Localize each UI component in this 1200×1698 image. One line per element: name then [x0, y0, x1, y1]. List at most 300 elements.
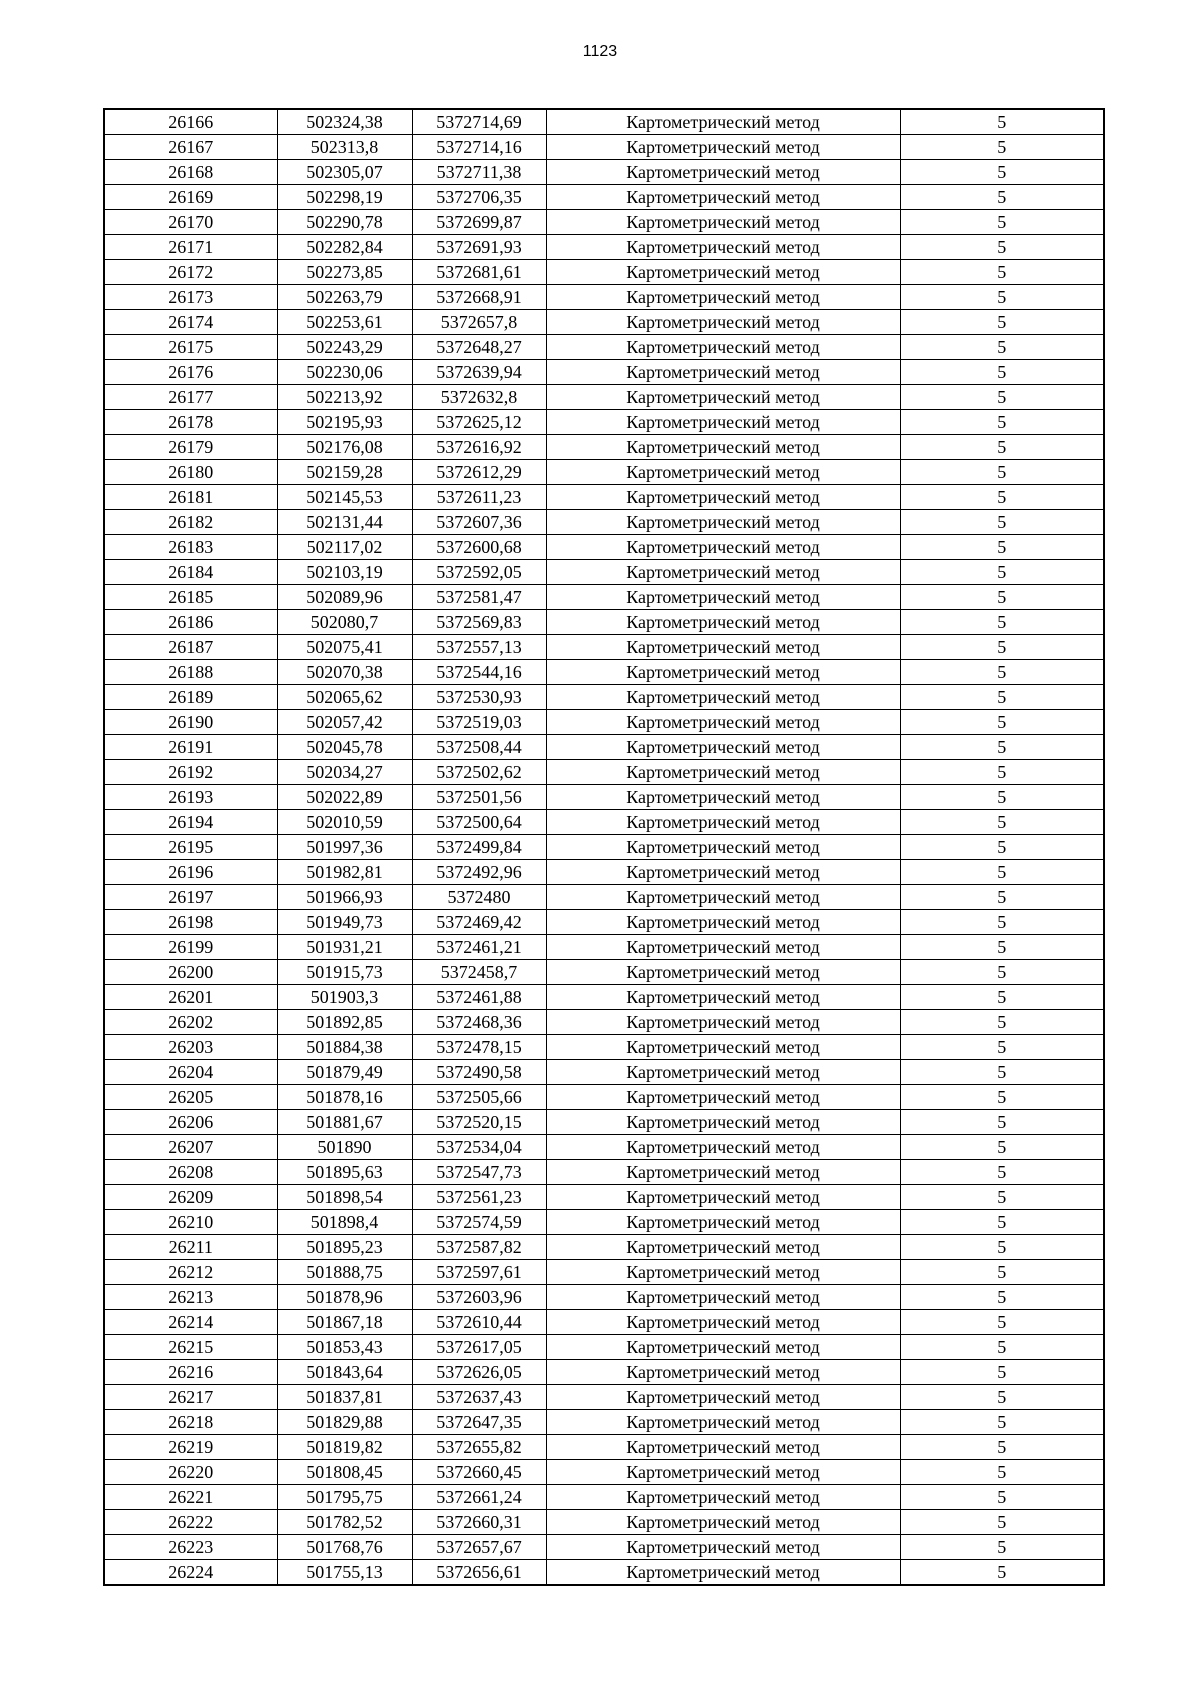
- y-coordinate-cell: 5372648,27: [412, 335, 546, 360]
- point-number-cell: 26184: [104, 560, 277, 585]
- table-row: [104, 1460, 1104, 1485]
- method-cell: Картометрический метод: [546, 285, 900, 310]
- x-coordinate-cell: 501949,73: [277, 910, 412, 935]
- method-cell: Картометрический метод: [546, 535, 900, 560]
- accuracy-cell: 5: [900, 660, 1104, 685]
- table-row: [104, 310, 1104, 335]
- table-row: [104, 435, 1104, 460]
- point-number-cell: 26201: [104, 985, 277, 1010]
- accuracy-cell: 5: [900, 1060, 1104, 1085]
- point-number-cell: 26193: [104, 785, 277, 810]
- table-row: [104, 610, 1104, 635]
- y-coordinate-cell: 5372469,42: [412, 910, 546, 935]
- point-number-cell: 26186: [104, 610, 277, 635]
- x-coordinate-cell: 501898,54: [277, 1185, 412, 1210]
- point-number-cell: 26222: [104, 1510, 277, 1535]
- point-number-cell: 26171: [104, 235, 277, 260]
- table-row: [104, 510, 1104, 535]
- accuracy-cell: 5: [900, 1310, 1104, 1335]
- y-coordinate-cell: 5372544,16: [412, 660, 546, 685]
- point-number-cell: 26180: [104, 460, 277, 485]
- point-number-cell: 26181: [104, 485, 277, 510]
- table-row: [104, 660, 1104, 685]
- point-number-cell: 26209: [104, 1185, 277, 1210]
- x-coordinate-cell: 501898,4: [277, 1210, 412, 1235]
- point-number-cell: 26169: [104, 185, 277, 210]
- x-coordinate-cell: 502045,78: [277, 735, 412, 760]
- y-coordinate-cell: 5372626,05: [412, 1360, 546, 1385]
- accuracy-cell: 5: [900, 1335, 1104, 1360]
- table-row: [104, 735, 1104, 760]
- y-coordinate-cell: 5372639,94: [412, 360, 546, 385]
- y-coordinate-cell: 5372534,04: [412, 1135, 546, 1160]
- point-number-cell: 26176: [104, 360, 277, 385]
- point-number-cell: 26175: [104, 335, 277, 360]
- accuracy-cell: 5: [900, 1035, 1104, 1060]
- y-coordinate-cell: 5372500,64: [412, 810, 546, 835]
- table-row: [104, 185, 1104, 210]
- accuracy-cell: 5: [900, 1410, 1104, 1435]
- method-cell: Картометрический метод: [546, 985, 900, 1010]
- method-cell: Картометрический метод: [546, 735, 900, 760]
- x-coordinate-cell: 501755,13: [277, 1560, 412, 1586]
- x-coordinate-cell: 501837,81: [277, 1385, 412, 1410]
- accuracy-cell: 5: [900, 735, 1104, 760]
- table-row: [104, 960, 1104, 985]
- y-coordinate-cell: 5372587,82: [412, 1235, 546, 1260]
- point-number-cell: 26224: [104, 1560, 277, 1586]
- y-coordinate-cell: 5372502,62: [412, 760, 546, 785]
- accuracy-cell: 5: [900, 560, 1104, 585]
- accuracy-cell: 5: [900, 585, 1104, 610]
- x-coordinate-cell: 502243,29: [277, 335, 412, 360]
- y-coordinate-cell: 5372611,23: [412, 485, 546, 510]
- y-coordinate-cell: 5372458,7: [412, 960, 546, 985]
- accuracy-cell: 5: [900, 160, 1104, 185]
- method-cell: Картометрический метод: [546, 1085, 900, 1110]
- table-row: [104, 1185, 1104, 1210]
- y-coordinate-cell: 5372480: [412, 885, 546, 910]
- method-cell: Картометрический метод: [546, 385, 900, 410]
- point-number-cell: 26212: [104, 1260, 277, 1285]
- method-cell: Картометрический метод: [546, 685, 900, 710]
- table-row: [104, 410, 1104, 435]
- x-coordinate-cell: 501915,73: [277, 960, 412, 985]
- method-cell: Картометрический метод: [546, 660, 900, 685]
- method-cell: Картометрический метод: [546, 960, 900, 985]
- table-row: [104, 1085, 1104, 1110]
- point-number-cell: 26211: [104, 1235, 277, 1260]
- y-coordinate-cell: 5372561,23: [412, 1185, 546, 1210]
- point-number-cell: 26172: [104, 260, 277, 285]
- x-coordinate-cell: 502075,41: [277, 635, 412, 660]
- y-coordinate-cell: 5372656,61: [412, 1560, 546, 1586]
- table-row: [104, 1235, 1104, 1260]
- accuracy-cell: 5: [900, 460, 1104, 485]
- x-coordinate-cell: 501795,75: [277, 1485, 412, 1510]
- x-coordinate-cell: 501853,43: [277, 1335, 412, 1360]
- point-number-cell: 26198: [104, 910, 277, 935]
- point-number-cell: 26204: [104, 1060, 277, 1085]
- point-number-cell: 26185: [104, 585, 277, 610]
- table-row: [104, 560, 1104, 585]
- y-coordinate-cell: 5372499,84: [412, 835, 546, 860]
- y-coordinate-cell: 5372508,44: [412, 735, 546, 760]
- point-number-cell: 26166: [104, 109, 277, 135]
- method-cell: Картометрический метод: [546, 410, 900, 435]
- method-cell: Картометрический метод: [546, 785, 900, 810]
- table-row: [104, 785, 1104, 810]
- y-coordinate-cell: 5372714,69: [412, 109, 546, 135]
- x-coordinate-cell: 501878,16: [277, 1085, 412, 1110]
- accuracy-cell: 5: [900, 910, 1104, 935]
- x-coordinate-cell: 502324,38: [277, 109, 412, 135]
- table-row: [104, 1335, 1104, 1360]
- accuracy-cell: 5: [900, 860, 1104, 885]
- y-coordinate-cell: 5372616,92: [412, 435, 546, 460]
- x-coordinate-cell: 501867,18: [277, 1310, 412, 1335]
- method-cell: Картометрический метод: [546, 1110, 900, 1135]
- x-coordinate-cell: 501895,63: [277, 1160, 412, 1185]
- y-coordinate-cell: 5372478,15: [412, 1035, 546, 1060]
- table-row: [104, 1060, 1104, 1085]
- y-coordinate-cell: 5372657,67: [412, 1535, 546, 1560]
- x-coordinate-cell: 501881,67: [277, 1110, 412, 1135]
- table-row: [104, 685, 1104, 710]
- accuracy-cell: 5: [900, 1485, 1104, 1510]
- x-coordinate-cell: 502253,61: [277, 310, 412, 335]
- x-coordinate-cell: 502145,53: [277, 485, 412, 510]
- x-coordinate-cell: 501888,75: [277, 1260, 412, 1285]
- method-cell: Картометрический метод: [546, 310, 900, 335]
- point-number-cell: 26206: [104, 1110, 277, 1135]
- method-cell: Картометрический метод: [546, 1460, 900, 1485]
- y-coordinate-cell: 5372655,82: [412, 1435, 546, 1460]
- x-coordinate-cell: 501997,36: [277, 835, 412, 860]
- y-coordinate-cell: 5372706,35: [412, 185, 546, 210]
- table-row: [104, 160, 1104, 185]
- y-coordinate-cell: 5372574,59: [412, 1210, 546, 1235]
- point-number-cell: 26194: [104, 810, 277, 835]
- y-coordinate-cell: 5372547,73: [412, 1160, 546, 1185]
- y-coordinate-cell: 5372519,03: [412, 710, 546, 735]
- method-cell: Картометрический метод: [546, 1335, 900, 1360]
- method-cell: Картометрический метод: [546, 1010, 900, 1035]
- x-coordinate-cell: 502230,06: [277, 360, 412, 385]
- point-number-cell: 26170: [104, 210, 277, 235]
- x-coordinate-cell: 501966,93: [277, 885, 412, 910]
- y-coordinate-cell: 5372647,35: [412, 1410, 546, 1435]
- accuracy-cell: 5: [900, 535, 1104, 560]
- x-coordinate-cell: 501768,76: [277, 1535, 412, 1560]
- table-row: [104, 1035, 1104, 1060]
- accuracy-cell: 5: [900, 1160, 1104, 1185]
- y-coordinate-cell: 5372468,36: [412, 1010, 546, 1035]
- table-row: [104, 1110, 1104, 1135]
- y-coordinate-cell: 5372699,87: [412, 210, 546, 235]
- table-row: [104, 935, 1104, 960]
- x-coordinate-cell: 502305,07: [277, 160, 412, 185]
- method-cell: Картометрический метод: [546, 1360, 900, 1385]
- accuracy-cell: 5: [900, 635, 1104, 660]
- table-row: [104, 1360, 1104, 1385]
- y-coordinate-cell: 5372691,93: [412, 235, 546, 260]
- point-number-cell: 26179: [104, 435, 277, 460]
- table-row: [104, 1310, 1104, 1335]
- method-cell: Картометрический метод: [546, 1060, 900, 1085]
- x-coordinate-cell: 501829,88: [277, 1410, 412, 1435]
- point-number-cell: 26187: [104, 635, 277, 660]
- x-coordinate-cell: 502065,62: [277, 685, 412, 710]
- table-row: [104, 535, 1104, 560]
- method-cell: Картометрический метод: [546, 1285, 900, 1310]
- accuracy-cell: 5: [900, 260, 1104, 285]
- y-coordinate-cell: 5372660,31: [412, 1510, 546, 1535]
- y-coordinate-cell: 5372681,61: [412, 260, 546, 285]
- method-cell: Картометрический метод: [546, 210, 900, 235]
- x-coordinate-cell: 501982,81: [277, 860, 412, 885]
- table-row: [104, 1385, 1104, 1410]
- x-coordinate-cell: 502213,92: [277, 385, 412, 410]
- method-cell: Картометрический метод: [546, 435, 900, 460]
- point-number-cell: 26216: [104, 1360, 277, 1385]
- point-number-cell: 26195: [104, 835, 277, 860]
- method-cell: Картометрический метод: [546, 810, 900, 835]
- x-coordinate-cell: 501892,85: [277, 1010, 412, 1035]
- method-cell: Картометрический метод: [546, 1560, 900, 1586]
- method-cell: Картометрический метод: [546, 1310, 900, 1335]
- table-row: [104, 1285, 1104, 1310]
- method-cell: Картометрический метод: [546, 1410, 900, 1435]
- accuracy-cell: 5: [900, 510, 1104, 535]
- method-cell: Картометрический метод: [546, 885, 900, 910]
- point-number-cell: 26221: [104, 1485, 277, 1510]
- point-number-cell: 26197: [104, 885, 277, 910]
- accuracy-cell: 5: [900, 810, 1104, 835]
- x-coordinate-cell: 502080,7: [277, 610, 412, 635]
- accuracy-cell: 5: [900, 1510, 1104, 1535]
- table-row: [104, 760, 1104, 785]
- accuracy-cell: 5: [900, 985, 1104, 1010]
- method-cell: Картометрический метод: [546, 635, 900, 660]
- x-coordinate-cell: 501884,38: [277, 1035, 412, 1060]
- x-coordinate-cell: 501931,21: [277, 935, 412, 960]
- table-row: [104, 1510, 1104, 1535]
- table-row: [104, 260, 1104, 285]
- method-cell: Картометрический метод: [546, 185, 900, 210]
- table-row: [104, 335, 1104, 360]
- table-row: [104, 1210, 1104, 1235]
- method-cell: Картометрический метод: [546, 235, 900, 260]
- point-number-cell: 26199: [104, 935, 277, 960]
- method-cell: Картометрический метод: [546, 1260, 900, 1285]
- x-coordinate-cell: 502103,19: [277, 560, 412, 585]
- point-number-cell: 26203: [104, 1035, 277, 1060]
- y-coordinate-cell: 5372607,36: [412, 510, 546, 535]
- table-row: [104, 385, 1104, 410]
- x-coordinate-cell: 501895,23: [277, 1235, 412, 1260]
- table-row: [104, 1560, 1104, 1586]
- coordinates-table: [103, 108, 1105, 1586]
- method-cell: Картометрический метод: [546, 460, 900, 485]
- table-row: [104, 485, 1104, 510]
- accuracy-cell: 5: [900, 1435, 1104, 1460]
- y-coordinate-cell: 5372461,88: [412, 985, 546, 1010]
- point-number-cell: 26189: [104, 685, 277, 710]
- method-cell: Картометрический метод: [546, 610, 900, 635]
- accuracy-cell: 5: [900, 610, 1104, 635]
- accuracy-cell: 5: [900, 1235, 1104, 1260]
- y-coordinate-cell: 5372600,68: [412, 535, 546, 560]
- coordinates-table-body: [104, 109, 1104, 1585]
- y-coordinate-cell: 5372711,38: [412, 160, 546, 185]
- point-number-cell: 26177: [104, 385, 277, 410]
- x-coordinate-cell: 501808,45: [277, 1460, 412, 1485]
- y-coordinate-cell: 5372557,13: [412, 635, 546, 660]
- accuracy-cell: 5: [900, 210, 1104, 235]
- point-number-cell: 26192: [104, 760, 277, 785]
- accuracy-cell: 5: [900, 1110, 1104, 1135]
- accuracy-cell: 5: [900, 1185, 1104, 1210]
- table-row: [104, 810, 1104, 835]
- method-cell: Картометрический метод: [546, 360, 900, 385]
- y-coordinate-cell: 5372632,8: [412, 385, 546, 410]
- point-number-cell: 26207: [104, 1135, 277, 1160]
- point-number-cell: 26202: [104, 1010, 277, 1035]
- point-number-cell: 26167: [104, 135, 277, 160]
- accuracy-cell: 5: [900, 760, 1104, 785]
- x-coordinate-cell: 502022,89: [277, 785, 412, 810]
- x-coordinate-cell: 502117,02: [277, 535, 412, 560]
- x-coordinate-cell: 501878,96: [277, 1285, 412, 1310]
- point-number-cell: 26223: [104, 1535, 277, 1560]
- point-number-cell: 26188: [104, 660, 277, 685]
- accuracy-cell: 5: [900, 135, 1104, 160]
- method-cell: Картометрический метод: [546, 835, 900, 860]
- x-coordinate-cell: 502089,96: [277, 585, 412, 610]
- x-coordinate-cell: 502195,93: [277, 410, 412, 435]
- method-cell: Картометрический метод: [546, 1185, 900, 1210]
- x-coordinate-cell: 502131,44: [277, 510, 412, 535]
- x-coordinate-cell: 501819,82: [277, 1435, 412, 1460]
- point-number-cell: 26217: [104, 1385, 277, 1410]
- accuracy-cell: 5: [900, 285, 1104, 310]
- y-coordinate-cell: 5372657,8: [412, 310, 546, 335]
- table-row: [104, 585, 1104, 610]
- point-number-cell: 26183: [104, 535, 277, 560]
- method-cell: Картометрический метод: [546, 485, 900, 510]
- accuracy-cell: 5: [900, 185, 1104, 210]
- y-coordinate-cell: 5372501,56: [412, 785, 546, 810]
- method-cell: Картометрический метод: [546, 1485, 900, 1510]
- accuracy-cell: 5: [900, 1560, 1104, 1586]
- method-cell: Картометрический метод: [546, 935, 900, 960]
- method-cell: Картометрический метод: [546, 1435, 900, 1460]
- x-coordinate-cell: 501903,3: [277, 985, 412, 1010]
- y-coordinate-cell: 5372603,96: [412, 1285, 546, 1310]
- accuracy-cell: 5: [900, 1135, 1104, 1160]
- x-coordinate-cell: 502070,38: [277, 660, 412, 685]
- accuracy-cell: 5: [900, 385, 1104, 410]
- table-row: [104, 985, 1104, 1010]
- method-cell: Картометрический метод: [546, 1035, 900, 1060]
- point-number-cell: 26191: [104, 735, 277, 760]
- point-number-cell: 26168: [104, 160, 277, 185]
- point-number-cell: 26210: [104, 1210, 277, 1235]
- x-coordinate-cell: 501890: [277, 1135, 412, 1160]
- x-coordinate-cell: 502290,78: [277, 210, 412, 235]
- y-coordinate-cell: 5372461,21: [412, 935, 546, 960]
- y-coordinate-cell: 5372625,12: [412, 410, 546, 435]
- x-coordinate-cell: 502057,42: [277, 710, 412, 735]
- x-coordinate-cell: 502298,19: [277, 185, 412, 210]
- x-coordinate-cell: 502010,59: [277, 810, 412, 835]
- table-row: [104, 885, 1104, 910]
- point-number-cell: 26200: [104, 960, 277, 985]
- table-row: [104, 285, 1104, 310]
- point-number-cell: 26173: [104, 285, 277, 310]
- x-coordinate-cell: 501879,49: [277, 1060, 412, 1085]
- point-number-cell: 26215: [104, 1335, 277, 1360]
- table-row: [104, 910, 1104, 935]
- method-cell: Картометрический метод: [546, 260, 900, 285]
- table-row: [104, 1135, 1104, 1160]
- y-coordinate-cell: 5372490,58: [412, 1060, 546, 1085]
- accuracy-cell: 5: [900, 685, 1104, 710]
- accuracy-cell: 5: [900, 485, 1104, 510]
- table-row: [104, 109, 1104, 135]
- y-coordinate-cell: 5372637,43: [412, 1385, 546, 1410]
- method-cell: Картометрический метод: [546, 860, 900, 885]
- accuracy-cell: 5: [900, 785, 1104, 810]
- accuracy-cell: 5: [900, 1360, 1104, 1385]
- table-row: [104, 1010, 1104, 1035]
- accuracy-cell: 5: [900, 360, 1104, 385]
- y-coordinate-cell: 5372592,05: [412, 560, 546, 585]
- table-row: [104, 460, 1104, 485]
- table-row: [104, 210, 1104, 235]
- point-number-cell: 26190: [104, 710, 277, 735]
- accuracy-cell: 5: [900, 960, 1104, 985]
- table-row: [104, 1485, 1104, 1510]
- page-number: 1123: [582, 43, 618, 60]
- y-coordinate-cell: 5372612,29: [412, 460, 546, 485]
- method-cell: Картометрический метод: [546, 1510, 900, 1535]
- table-row: [104, 1260, 1104, 1285]
- y-coordinate-cell: 5372714,16: [412, 135, 546, 160]
- point-number-cell: 26220: [104, 1460, 277, 1485]
- y-coordinate-cell: 5372597,61: [412, 1260, 546, 1285]
- point-number-cell: 26208: [104, 1160, 277, 1185]
- accuracy-cell: 5: [900, 885, 1104, 910]
- x-coordinate-cell: 502034,27: [277, 760, 412, 785]
- accuracy-cell: 5: [900, 1210, 1104, 1235]
- y-coordinate-cell: 5372610,44: [412, 1310, 546, 1335]
- table-row: [104, 135, 1104, 160]
- accuracy-cell: 5: [900, 109, 1104, 135]
- y-coordinate-cell: 5372617,05: [412, 1335, 546, 1360]
- point-number-cell: 26213: [104, 1285, 277, 1310]
- point-number-cell: 26205: [104, 1085, 277, 1110]
- accuracy-cell: 5: [900, 1085, 1104, 1110]
- accuracy-cell: 5: [900, 1385, 1104, 1410]
- method-cell: Картометрический метод: [546, 135, 900, 160]
- method-cell: Картометрический метод: [546, 510, 900, 535]
- y-coordinate-cell: 5372492,96: [412, 860, 546, 885]
- accuracy-cell: 5: [900, 1460, 1104, 1485]
- y-coordinate-cell: 5372530,93: [412, 685, 546, 710]
- x-coordinate-cell: 502159,28: [277, 460, 412, 485]
